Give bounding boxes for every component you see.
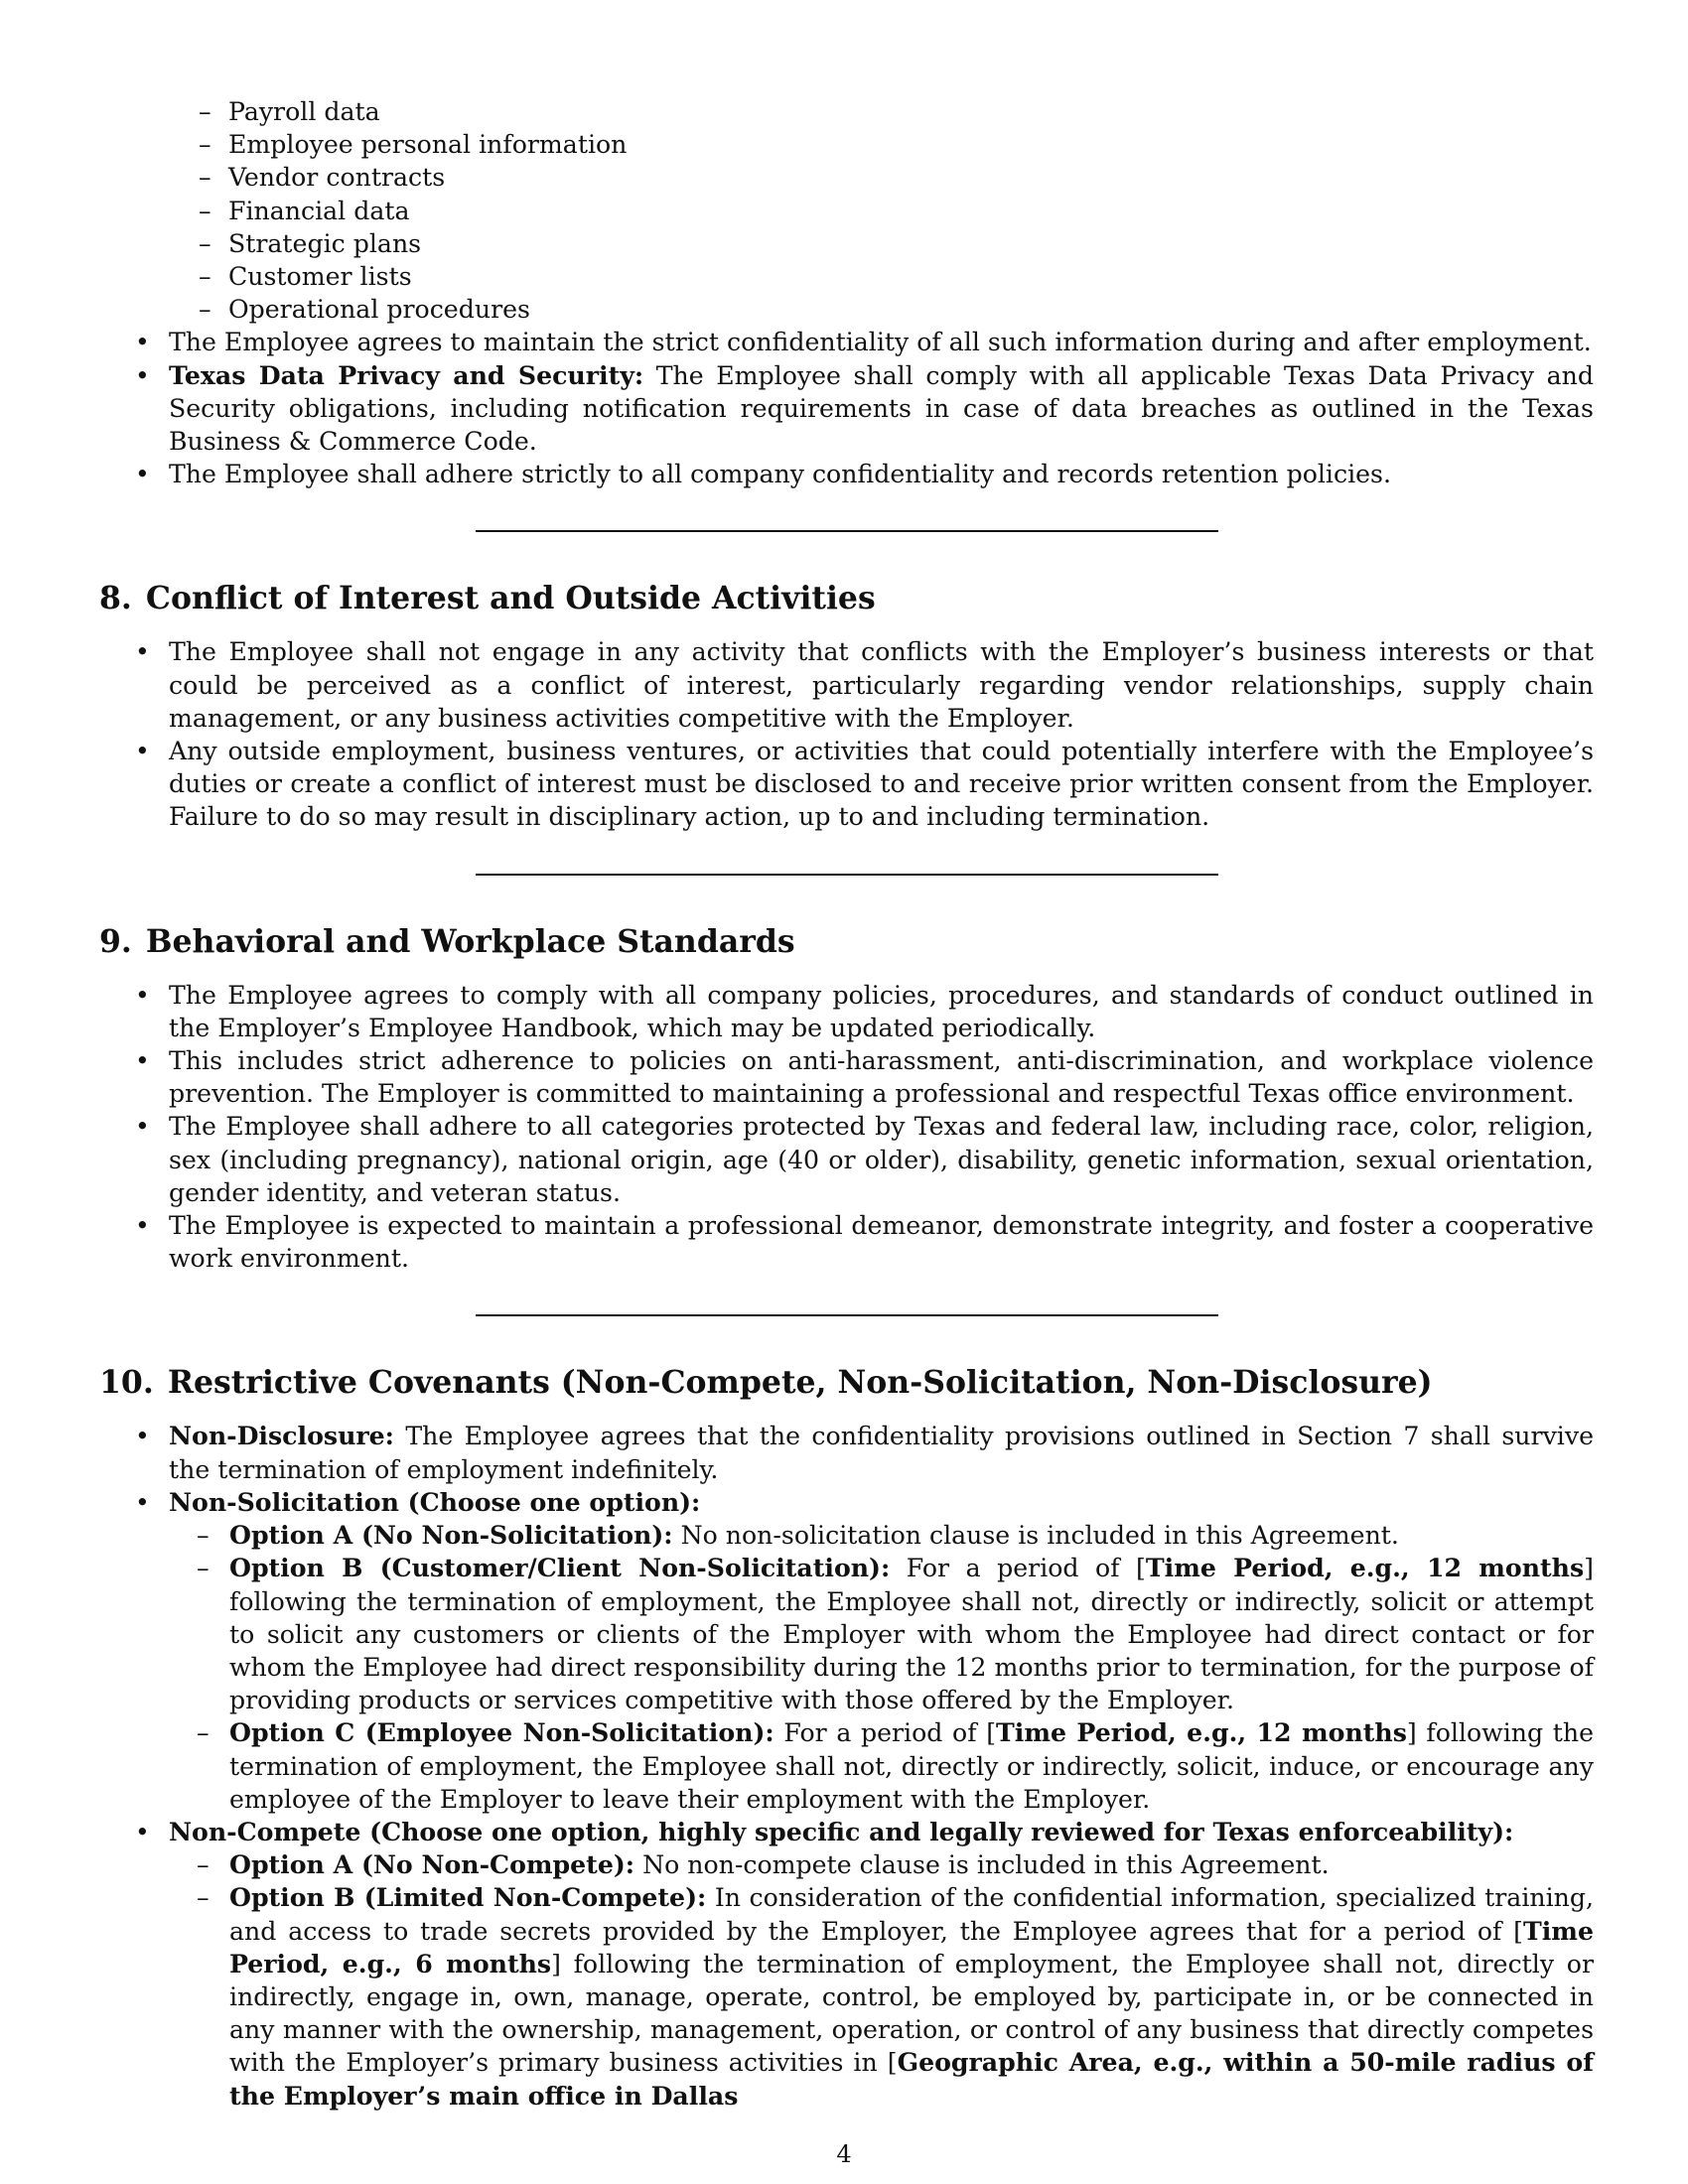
document-page <box>99 95 1594 2113</box>
paragraph-text: The Employee agrees that the confidentiality provisions outlined in Section 7 shall survive the termination of employment indefinitely. <box>169 1422 1594 1484</box>
option-label: Option C (Employee Non-Solicitation): <box>229 1717 774 1748</box>
option-text: ] following the termination of employment, the Employee shall not, directly or indirectly, engage in, own, manage, operate, control, be employed by, participate in, or be connected in any manner with the ownership, management, operation, or control of any business that directly competes with the Employer’s primary business activities in [ <box>229 1949 1594 2078</box>
list-item: • The Employee is expected to maintain a professional demeanor, demonstrate integrity, and foster a cooperative work environment. <box>99 1209 1594 1275</box>
list-item <box>99 1420 1594 1485</box>
placeholder-text: Time Period, e.g., 12 months <box>1145 1553 1585 1583</box>
option-item <box>169 1519 1594 1552</box>
section-divider <box>476 874 1218 876</box>
option-text: ] following the termination of employment, the Employee shall not, directly or indirectly, solicit or attempt to solicit any customers or clients of the Employer with whom the Employee had direct contact or for whom the Employee had direct responsibility during the 12 months prior to termination, for the purpose of providing products or services competitive with those offered by the Employer. <box>229 1554 1594 1715</box>
section8-bullets <box>99 635 1594 833</box>
section-title: Behavioral and Workplace Standards <box>145 922 795 960</box>
placeholder-text: Time Period, e.g., 12 months <box>996 1717 1407 1748</box>
option-label: Option A (No Non-Compete): <box>229 1849 635 1880</box>
subheading: Non-Compete (Choose one option, highly specific and legally reviewed for Texas enforceability): <box>169 1816 1514 1846</box>
section10-bullets <box>99 1420 1594 2112</box>
option-text: No non-compete clause is included in this Agreement. <box>634 1850 1330 1880</box>
option-text: For a period of [ <box>774 1718 997 1748</box>
placeholder-text: Time Period, e.g., 6 months <box>229 1915 1594 1979</box>
list-item: – Operational procedures <box>99 293 1594 326</box>
list-item: • Any outside employment, business ventures, or activities that could potentially interfere with the Employee’s duties or create a conflict of interest must be disclosed to and receive prior written consent from the Employer. Failure to do so may result in disciplinary action, up to and including termination. <box>99 735 1594 834</box>
option-item <box>169 1716 1594 1816</box>
section-title: Restrictive Covenants (Non-Compete, Non-Solicitation, Non-Disclosure) <box>167 1364 1433 1402</box>
bold-label: Non-Disclosure: <box>169 1421 394 1451</box>
option-label: Option B (Limited Non-Compete): <box>229 1882 707 1913</box>
section9-bullets <box>99 979 1594 1276</box>
section-number: 9. <box>99 922 132 960</box>
section-number: 8. <box>99 580 132 617</box>
page-number: 4 <box>836 2140 852 2168</box>
subheading: Non-Solicitation (Choose one option): <box>169 1486 701 1517</box>
list-item: • The Employee shall adhere to all categories protected by Texas and federal law, including race, color, religion, sex (including pregnancy), national origin, age (40 or older), disability, genetic information, sexual orientation, gender identity, and veteran status. <box>99 1110 1594 1209</box>
section-heading-9 <box>99 923 1594 961</box>
option-text: No non-solicitation clause is included in this Agreement. <box>672 1521 1399 1551</box>
list-item <box>99 1816 1594 2113</box>
section-heading-10 <box>99 1364 1594 1402</box>
section-title: Conflict of Interest and Outside Activities <box>145 580 876 617</box>
list-item: • The Employee agrees to comply with all company policies, procedures, and standards of conduct outlined in the Employer’s Employee Handbook, which may be updated periodically. <box>99 979 1594 1044</box>
option-item <box>169 1848 1594 1881</box>
list-item: – Vendor contracts <box>99 161 1594 194</box>
option-text: ] following the termination of employment, the Employee shall not, directly or indirectly, solicit, induce, or encourage any employee of the Employer to leave their employment with the Employer. <box>229 1718 1594 1814</box>
list-item: • The Employee shall not engage in any activity that conflicts with the Employer’s business interests or that could be perceived as a conflict of interest, particularly regarding vendor relationships, supply chain management, or any business activities competitive with the Employer. <box>99 635 1594 735</box>
section-divider <box>476 1314 1218 1316</box>
list-item <box>99 1486 1594 1816</box>
option-item <box>169 1881 1594 2112</box>
bold-label: Texas Data Privacy and Security: <box>169 359 644 390</box>
section-divider <box>476 530 1218 532</box>
list-item: • The Employee agrees to maintain the strict confidentiality of all such information during and after employment. <box>99 326 1594 358</box>
option-item <box>169 1552 1594 1716</box>
list-item <box>99 359 1594 459</box>
list-item: – Strategic plans <box>99 227 1594 260</box>
list-item: – Financial data <box>99 195 1594 227</box>
noncompete-options <box>169 1848 1594 2113</box>
list-item: – Payroll data <box>99 95 1594 128</box>
section-heading-8 <box>99 580 1594 617</box>
confidential-info-list <box>99 95 1594 326</box>
nonsolicitation-options <box>169 1519 1594 1816</box>
option-label: Option B (Customer/Client Non-Solicitation): <box>229 1553 891 1583</box>
list-item: – Employee personal information <box>99 128 1594 161</box>
option-label: Option A (No Non-Solicitation): <box>229 1520 673 1551</box>
option-text: For a period of [ <box>890 1554 1146 1583</box>
section-number: 10. <box>99 1364 154 1402</box>
list-item: • The Employee shall adhere strictly to all company confidentiality and records retention policies. <box>99 458 1594 490</box>
section7-bullets <box>99 326 1594 490</box>
placeholder-text: Geographic Area, e.g., within a 50-mile radius of the Employer’s main office in Dallas <box>229 2047 1595 2111</box>
paragraph-text: The Employee shall comply with all applicable Texas Data Privacy and Security obligations, including notification requirements in case of data breaches as outlined in the Texas Business & Commerce Code. <box>169 360 1594 457</box>
list-item: – Customer lists <box>99 260 1594 293</box>
list-item: • This includes strict adherence to policies on anti-harassment, anti-discrimination, and workplace violence prevention. The Employer is committed to maintaining a professional and respectful Texas office environment. <box>99 1044 1594 1110</box>
option-text: In consideration of the confidential information, specialized training, and access to trade secrets provided by the Employer, the Employee agrees that for a period of [ <box>229 1883 1595 1946</box>
